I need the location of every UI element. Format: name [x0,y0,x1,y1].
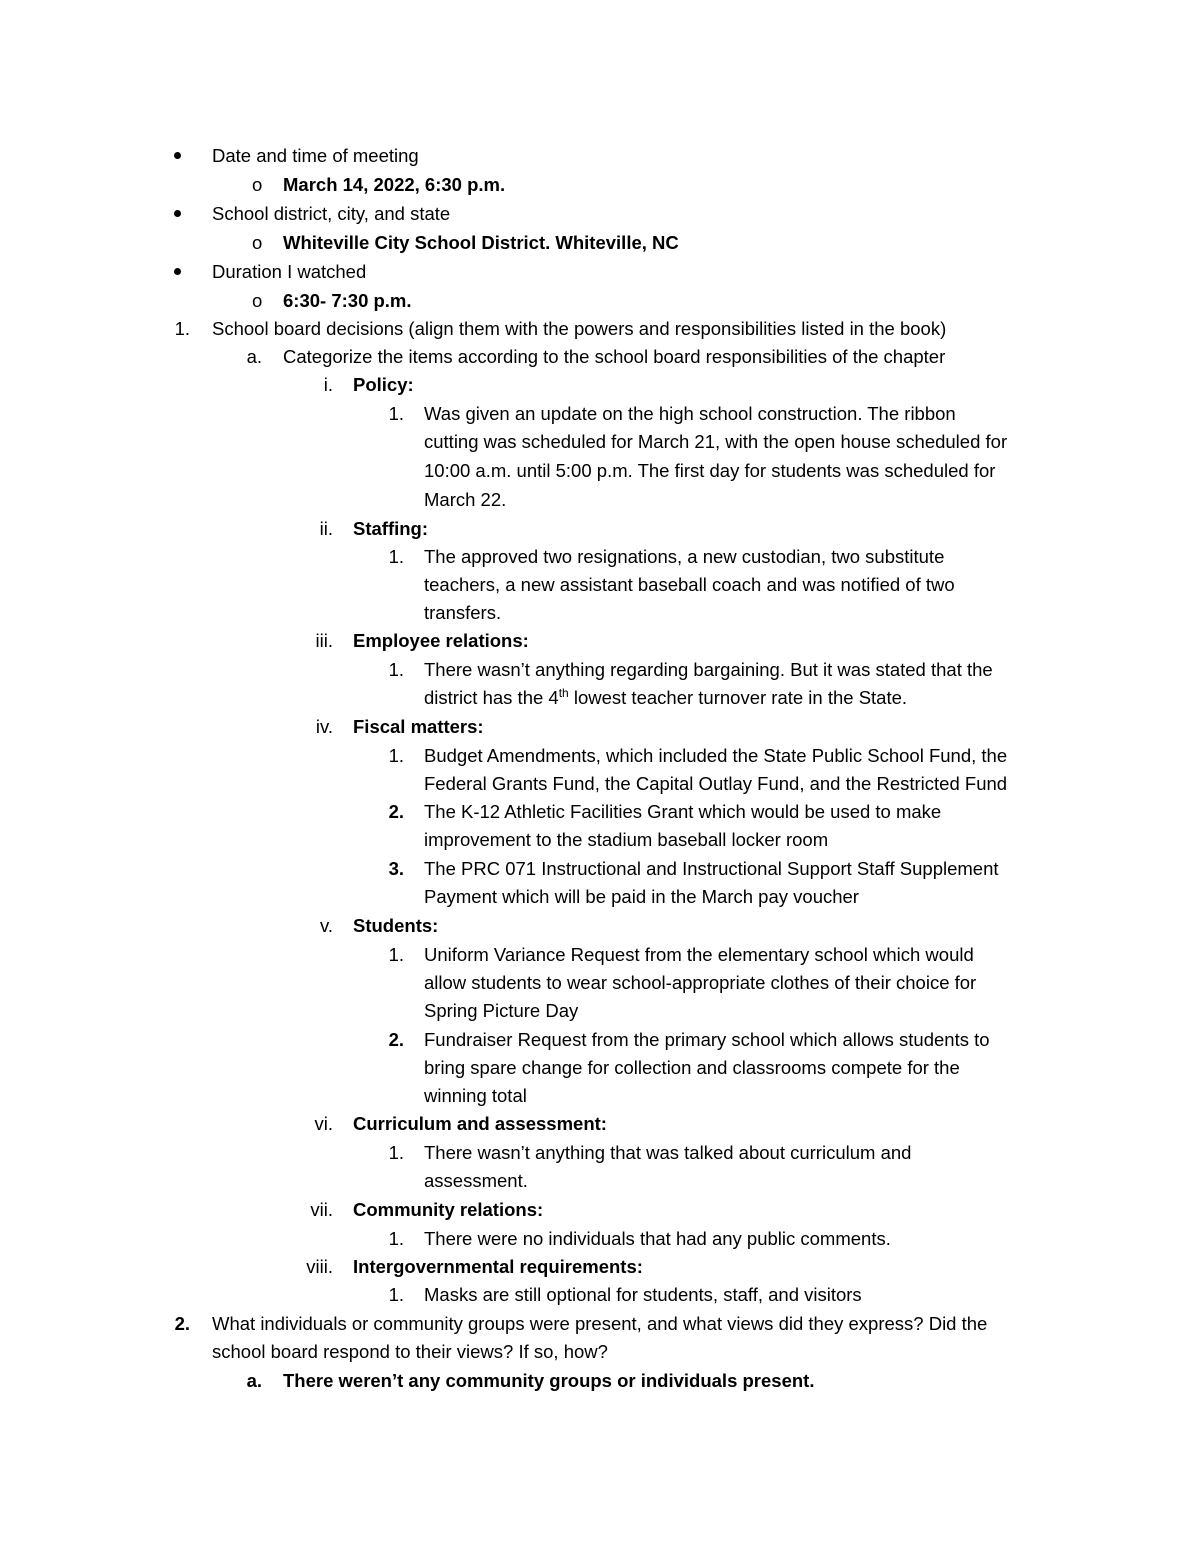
section-title: Community relations: [353,1199,544,1220]
answer-text: There weren’t any community groups or individuals present. [283,1370,815,1391]
bullet-item [0,142,1200,170]
list-marker: 1. [388,1228,404,1249]
section-heading-community-relations [0,1196,1200,1224]
item-line: Fundraiser Request from the primary school which allows students to [424,1029,990,1050]
item-continuation [0,428,1200,456]
item-line-pre: district has the 4 [424,687,559,708]
item-continuation [0,997,1200,1025]
sub-bullet-marker: o [252,290,263,311]
item-line: Federal Grants Fund, the Capital Outlay Fund, and the Restricted Fund [424,773,1008,794]
roman-marker: viii. [306,1256,333,1277]
list-marker: 2. [388,801,404,822]
sub-bullet-marker: o [252,174,263,195]
list-item [0,656,1200,684]
section-heading-students [0,912,1200,940]
item-line: Spring Picture Day [424,1000,579,1021]
item-line: The PRC 071 Instructional and Instructional Support Staff Supplement [424,858,999,879]
section-title: Fiscal matters: [353,716,484,737]
section-title: Policy: [353,374,414,395]
meeting-date-value: March 14, 2022, 6:30 p.m. [283,174,506,195]
question-continuation [0,1338,1200,1366]
district-value: Whiteville City School District. Whiteville, NC [283,232,679,253]
list-item [0,855,1200,883]
bullet-marker [174,258,184,286]
item-line: March 22. [424,489,507,510]
question-text: school board respond to their views? If so, how? [212,1341,608,1362]
item-line: There wasn’t anything that was talked about curriculum and [424,1142,912,1163]
ordinal-suffix: th [558,685,569,700]
list-marker: 2. [388,1029,404,1050]
list-item [0,742,1200,770]
section-title: Employee relations: [353,630,529,651]
item-line: The approved two resignations, a new custodian, two substitute [424,546,945,567]
roman-marker: vi. [314,1113,333,1134]
bullet-label: Duration I watched [212,261,367,282]
sub-bullet-item [0,229,1200,257]
roman-marker: ii. [319,518,333,539]
item-line: bring spare change for collection and classrooms compete for the [424,1057,960,1078]
duration-value: 6:30- 7:30 p.m. [283,290,412,311]
list-marker: 1. [388,944,404,965]
list-marker: 1. [388,659,404,680]
item-line: The K-12 Athletic Facilities Grant which would be used to make [424,801,942,822]
list-item [0,400,1200,428]
question-2-part-a [0,1367,1200,1395]
question-1-part-a [0,343,1200,371]
sub-bullet-item [0,287,1200,315]
item-continuation [0,599,1200,627]
sub-bullet-marker: o [252,232,263,253]
item-line: Uniform Variance Request from the elementary school which would [424,944,974,965]
item-line: improvement to the stadium baseball locker room [424,829,829,850]
item-continuation [0,1054,1200,1082]
roman-marker: iii. [315,630,333,651]
item-line: 10:00 a.m. until 5:00 p.m. The first day for students was scheduled for [424,460,996,481]
section-heading-employee-relations [0,627,1200,655]
question-1 [0,315,1200,343]
list-marker: a. [246,1370,262,1391]
item-line: There wasn’t anything regarding bargaining. But it was stated that the [424,659,993,680]
roman-marker: vii. [310,1199,333,1220]
item-line: Was given an update on the high school construction. The ribbon [424,403,956,424]
bullet-marker [174,142,184,170]
section-heading-curriculum [0,1110,1200,1138]
roman-marker: i. [323,374,333,395]
item-continuation [0,684,1200,712]
question-2 [0,1310,1200,1338]
item-line: allow students to wear school-appropriate clothes of their choice for [424,972,977,993]
item-line: Payment which will be paid in the March pay voucher [424,886,859,907]
bullet-item [0,258,1200,286]
list-item [0,1139,1200,1167]
list-item [0,543,1200,571]
list-marker: 1. [388,546,404,567]
list-marker: a. [246,346,262,367]
item-continuation [0,770,1200,798]
list-item [0,798,1200,826]
part-text: Categorize the items according to the school board responsibilities of the chapter [283,346,946,367]
list-item [0,1026,1200,1054]
item-continuation [0,1167,1200,1195]
item-line: assessment. [424,1170,528,1191]
list-marker: 2. [174,1313,190,1334]
question-text: School board decisions (align them with the powers and responsibilities listed in the book) [212,318,947,339]
section-title: Staffing: [353,518,429,539]
item-line: Masks are still optional for students, staff, and visitors [424,1284,862,1305]
section-title: Students: [353,915,439,936]
item-line: winning total [424,1085,527,1106]
item-continuation [0,571,1200,599]
list-marker: 1. [174,318,190,339]
list-item [0,941,1200,969]
item-continuation [0,457,1200,485]
item-line: Budget Amendments, which included the State Public School Fund, the [424,745,1008,766]
question-text: What individuals or community groups were present, and what views did they express? Did the [212,1313,988,1334]
section-heading-intergovernmental [0,1253,1200,1281]
item-continuation [0,1082,1200,1110]
bullet-marker [174,200,184,228]
roman-marker: v. [319,915,333,936]
item-line [424,684,907,712]
list-item [0,1225,1200,1253]
section-heading-staffing [0,515,1200,543]
item-line: There were no individuals that had any public comments. [424,1228,891,1249]
list-marker: 1. [388,1284,404,1305]
bullet-item [0,200,1200,228]
bullet-label: School district, city, and state [212,203,451,224]
item-line-post: lowest teacher turnover rate in the State. [568,687,908,708]
item-continuation [0,826,1200,854]
item-line: cutting was scheduled for March 21, with the open house scheduled for [424,431,1008,452]
list-marker: 1. [388,1142,404,1163]
roman-marker: iv. [315,716,333,737]
list-marker: 1. [388,745,404,766]
sub-bullet-item [0,171,1200,199]
list-marker: 1. [388,403,404,424]
list-marker: 3. [388,858,404,879]
bullet-label: Date and time of meeting [212,145,419,166]
item-continuation [0,969,1200,997]
item-line: transfers. [424,602,502,623]
list-item [0,1281,1200,1309]
section-heading-policy [0,371,1200,399]
item-line: teachers, a new assistant baseball coach and was notified of two [424,574,955,595]
item-continuation [0,486,1200,514]
section-heading-fiscal-matters [0,713,1200,741]
section-title: Curriculum and assessment: [353,1113,607,1134]
item-continuation [0,883,1200,911]
section-title: Intergovernmental requirements: [353,1256,643,1277]
